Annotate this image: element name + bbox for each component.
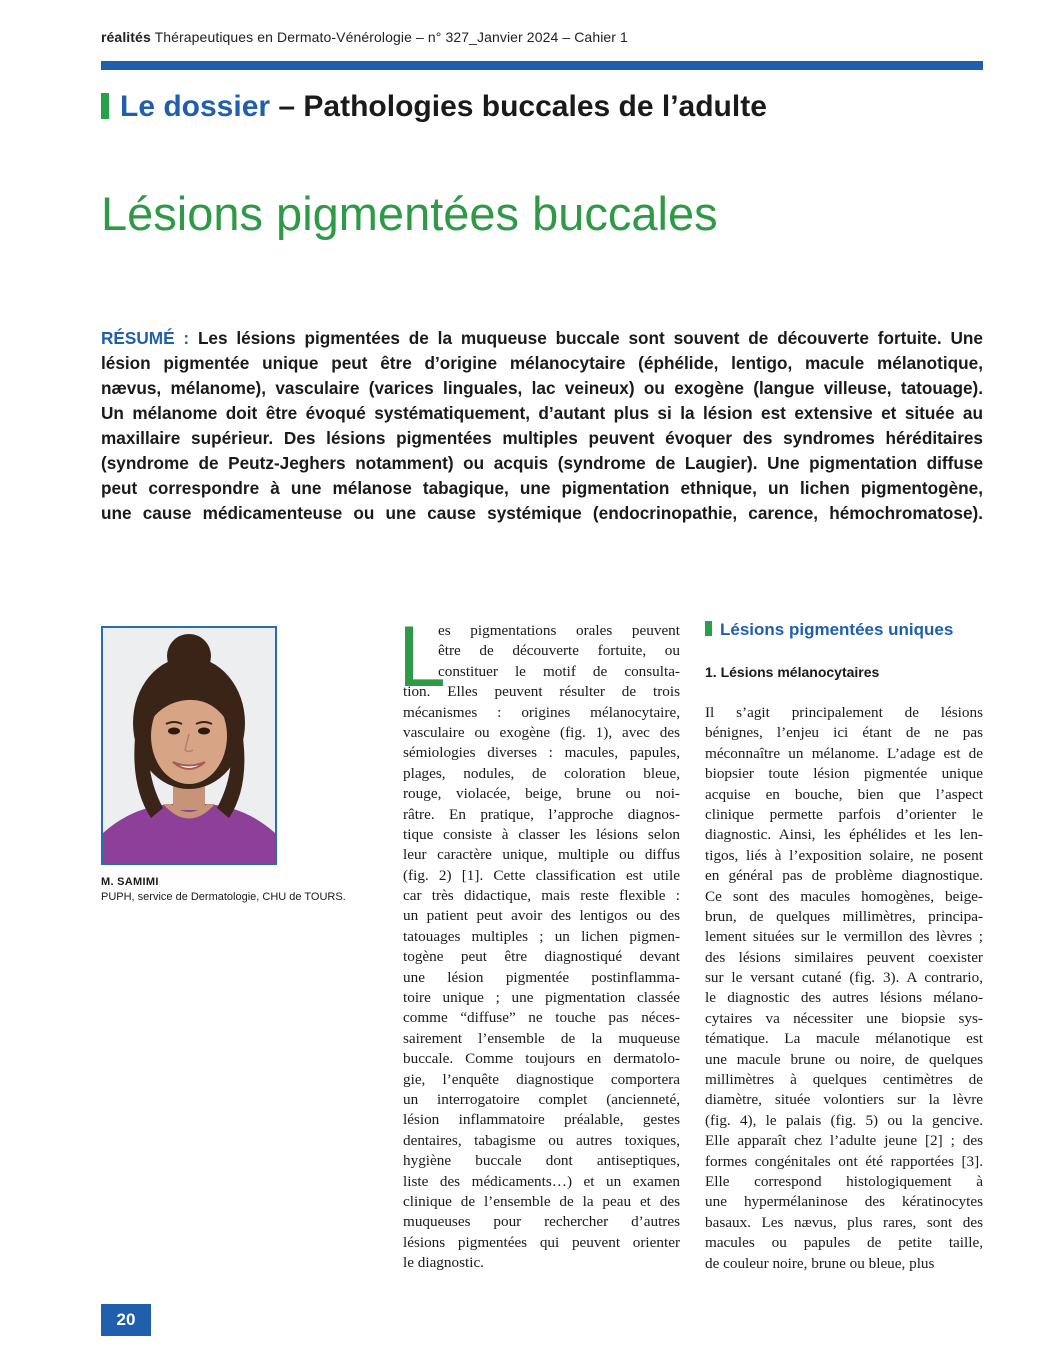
abstract-text: (syndrome de Peutz-Jeghers notamment) ou acquis (syndrome de Laugier). Une pigmentation diffuse — [101, 453, 983, 473]
body-line: diagnostic. Ainsi, les éphélides et les len- — [705, 826, 983, 844]
author-name: M. SAMIMI — [101, 876, 159, 888]
body-line: des lésions similaires peuvent coexister — [705, 948, 983, 966]
body-line: lésion inflammatoire préalable, gestes — [403, 1111, 680, 1129]
body-line: basaux. Les nævus, plus rares, sont des — [705, 1213, 983, 1231]
author-affiliation: PUPH, service de Dermatologie, CHU de TOURS. — [101, 891, 346, 903]
abstract-text: nævus, mélanome), vasculaire (varices linguales, lac veineux) ou exogène (langue villeuse, tatouage). — [101, 378, 983, 398]
body-line: togène peut être diagnostiqué devant — [403, 948, 680, 966]
body-line: une hypermélaninose des kératinocytes — [705, 1193, 983, 1211]
body-line: buccale. Comme toujours en dermatolo- — [403, 1050, 680, 1068]
body-line: diamètre, située volontiers sur la lèvre — [705, 1091, 983, 1109]
body-column-1 — [403, 621, 680, 1274]
body-line: clinique de l’ensemble de la peau et des — [403, 1192, 680, 1210]
body-line: leur caractère unique, multiple ou diffus — [403, 846, 680, 864]
abstract-text: Les lésions pigmentées de la muqueuse buccale sont souvent de découverte fortuite. Une — [197, 328, 983, 348]
body-line: toire unique ; une pigmentation classée — [403, 989, 680, 1007]
body-line: lésions pigmentées qui peuvent orienter — [403, 1233, 680, 1251]
body-line: le diagnostic. — [403, 1254, 484, 1272]
author-portrait-illustration — [103, 628, 275, 863]
body-line: Elle apparaît chez l’adulte jeune [2] ; des — [705, 1132, 983, 1150]
body-line: une macule brune ou noire, de quelques — [705, 1050, 983, 1068]
body-line: vasculaire ou exogène (fig. 1), avec des — [403, 723, 680, 741]
body-line: tématique. La macule mélanotique est — [705, 1030, 983, 1048]
body-line: le diagnostic des autres lésions mélano- — [705, 989, 983, 1007]
body-line: brun, de quelques millimètres, principa- — [705, 907, 983, 925]
abstract-text: Un mélanome doit être évoqué systématiquement, d’autant plus si la lésion est extensive et située au — [101, 403, 983, 423]
body-line: un patient peut avoir des lentigos ou des — [403, 907, 680, 925]
body-line: mécanismes : origines mélanocytaire, — [403, 703, 680, 721]
article-title: Lésions pigmentées buccales — [101, 187, 718, 240]
body-line: car très didactique, mais reste flexible : — [403, 887, 680, 905]
body-line: plages, nodules, de coloration bleue, — [403, 764, 680, 782]
body-line: une lésion pigmentée postinflamma- — [403, 968, 680, 986]
body-line: lement situées sur le vermillon des lèvres ; — [705, 928, 983, 946]
abstract-label: RÉSUMÉ : — [101, 328, 190, 348]
body-line: (fig. 2) [1]. Cette classification est utile — [403, 866, 680, 884]
body-line: Elle correspond histologiquement à — [705, 1172, 983, 1190]
abstract-line — [101, 426, 983, 451]
abstract-text: maxillaire supérieur. Des lésions pigmentées multiples peuvent évoquer des syndromes héréditaires — [101, 428, 983, 448]
body-line: constituer le motif de consulta- — [438, 662, 680, 680]
abstract-line — [101, 326, 983, 351]
body-line: sur le versant cutané (fig. 3). A contrario, — [705, 969, 983, 987]
body-line: de couleur noire, brune ou bleue, plus — [705, 1254, 935, 1272]
body-line: comme “diffuse” ne touche pas néces- — [403, 1009, 680, 1027]
dossier-kicker: Le dossier — [120, 90, 271, 123]
body-line: en général pas de problème diagnostique. — [705, 867, 983, 885]
author-photo — [101, 626, 277, 865]
body-line: liste des médicaments…) et un examen — [403, 1172, 680, 1190]
body-line: (fig. 4), le palais (fig. 5) ou la gencive. — [705, 1111, 983, 1129]
section-heading — [705, 620, 953, 640]
abstract-line — [101, 451, 983, 476]
running-header — [101, 29, 628, 45]
body-line: Ce sont des macules homogènes, beige- — [705, 887, 983, 905]
body-line: biopsier toute lésion pigmentée unique — [705, 765, 983, 783]
body-line: tigos, liés à l’exposition solaire, ne posent — [705, 846, 983, 864]
body-line: bénignes, l’enjeu ici étant de ne pas — [705, 724, 983, 742]
abstract-line — [101, 401, 983, 426]
abstract-text: une cause médicamenteuse ou une cause systémique (endocrinopathie, carence, hémochromatose). — [101, 503, 983, 523]
body-line: muqueuses pour rechercher d’autres — [403, 1213, 680, 1231]
body-line: un interrogatoire complet (ancienneté, — [403, 1090, 680, 1108]
drop-cap: L — [398, 609, 446, 705]
abstract-line — [101, 351, 983, 376]
body-line: sémiologies diverses : macules, papules, — [403, 744, 680, 762]
body-line: macules ou papules de petite taille, — [705, 1234, 983, 1252]
body-line: dentaires, tabagisme ou autres toxiques, — [403, 1131, 680, 1149]
abstract — [101, 326, 983, 526]
body-line: sairement l’ensemble de la muqueuse — [403, 1029, 680, 1047]
body-line: rouge, violacée, beige, brune ou noi- — [403, 785, 680, 803]
journal-issue: Thérapeutiques en Dermato-Vénérologie – n° 327_Janvier 2024 – Cahier 1 — [154, 29, 628, 45]
abstract-line — [101, 501, 983, 526]
body-line: râtre. En pratique, l’approche diagnos- — [403, 805, 680, 823]
body-line: tion. Elles peuvent résulter de trois — [403, 683, 680, 701]
dossier-heading — [101, 90, 767, 124]
journal-brand: réalités — [101, 29, 151, 45]
body-line: formes congénitales ont été rapportées [3]. — [705, 1152, 983, 1170]
body-line: acquise en bouche, bien que l’aspect — [705, 785, 983, 803]
section-subheading: 1. Lésions mélanocytaires — [705, 664, 880, 680]
section-heading-text: Lésions pigmentées uniques — [720, 620, 954, 639]
body-column-2 — [705, 703, 983, 1274]
body-line: hygiène buccale dont antiseptiques, — [403, 1152, 680, 1170]
body-line: gie, l’enquête diagnostique comportera — [403, 1070, 680, 1088]
body-line: tatouages multiples ; un lichen pigmen- — [403, 927, 680, 945]
body-line: être de découverte fortuite, ou — [438, 642, 680, 660]
body-line: es pigmentations orales peuvent — [438, 622, 680, 639]
body-line: tique consiste à classer les lésions selon — [403, 825, 680, 843]
abstract-text: peut correspondre à une mélanose tabagique, une pigmentation ethnique, un lichen pigmentogène, — [101, 478, 983, 498]
body-line: méconnaître un mélanome. L’adage est de — [705, 744, 983, 762]
dossier-topic: – Pathologies buccales de l’adulte — [278, 90, 767, 123]
body-line: millimètres à quelques centimètres de — [705, 1071, 983, 1089]
body-line: Il s’agit principalement de lésions — [705, 704, 983, 721]
section-marker — [705, 621, 712, 636]
header-rule — [101, 61, 983, 70]
abstract-line — [101, 476, 983, 501]
body-line: cytaires va nécessiter une biopsie sys- — [705, 1009, 983, 1027]
dossier-marker — [101, 93, 109, 119]
body-line: clinique permette parfois d’orienter le — [705, 805, 983, 823]
page-number: 20 — [101, 1304, 151, 1336]
abstract-line — [101, 376, 983, 401]
abstract-text: lésion pigmentée unique peut être d’origine mélanocytaire (éphélide, lentigo, macule mélanotique, — [101, 353, 983, 373]
